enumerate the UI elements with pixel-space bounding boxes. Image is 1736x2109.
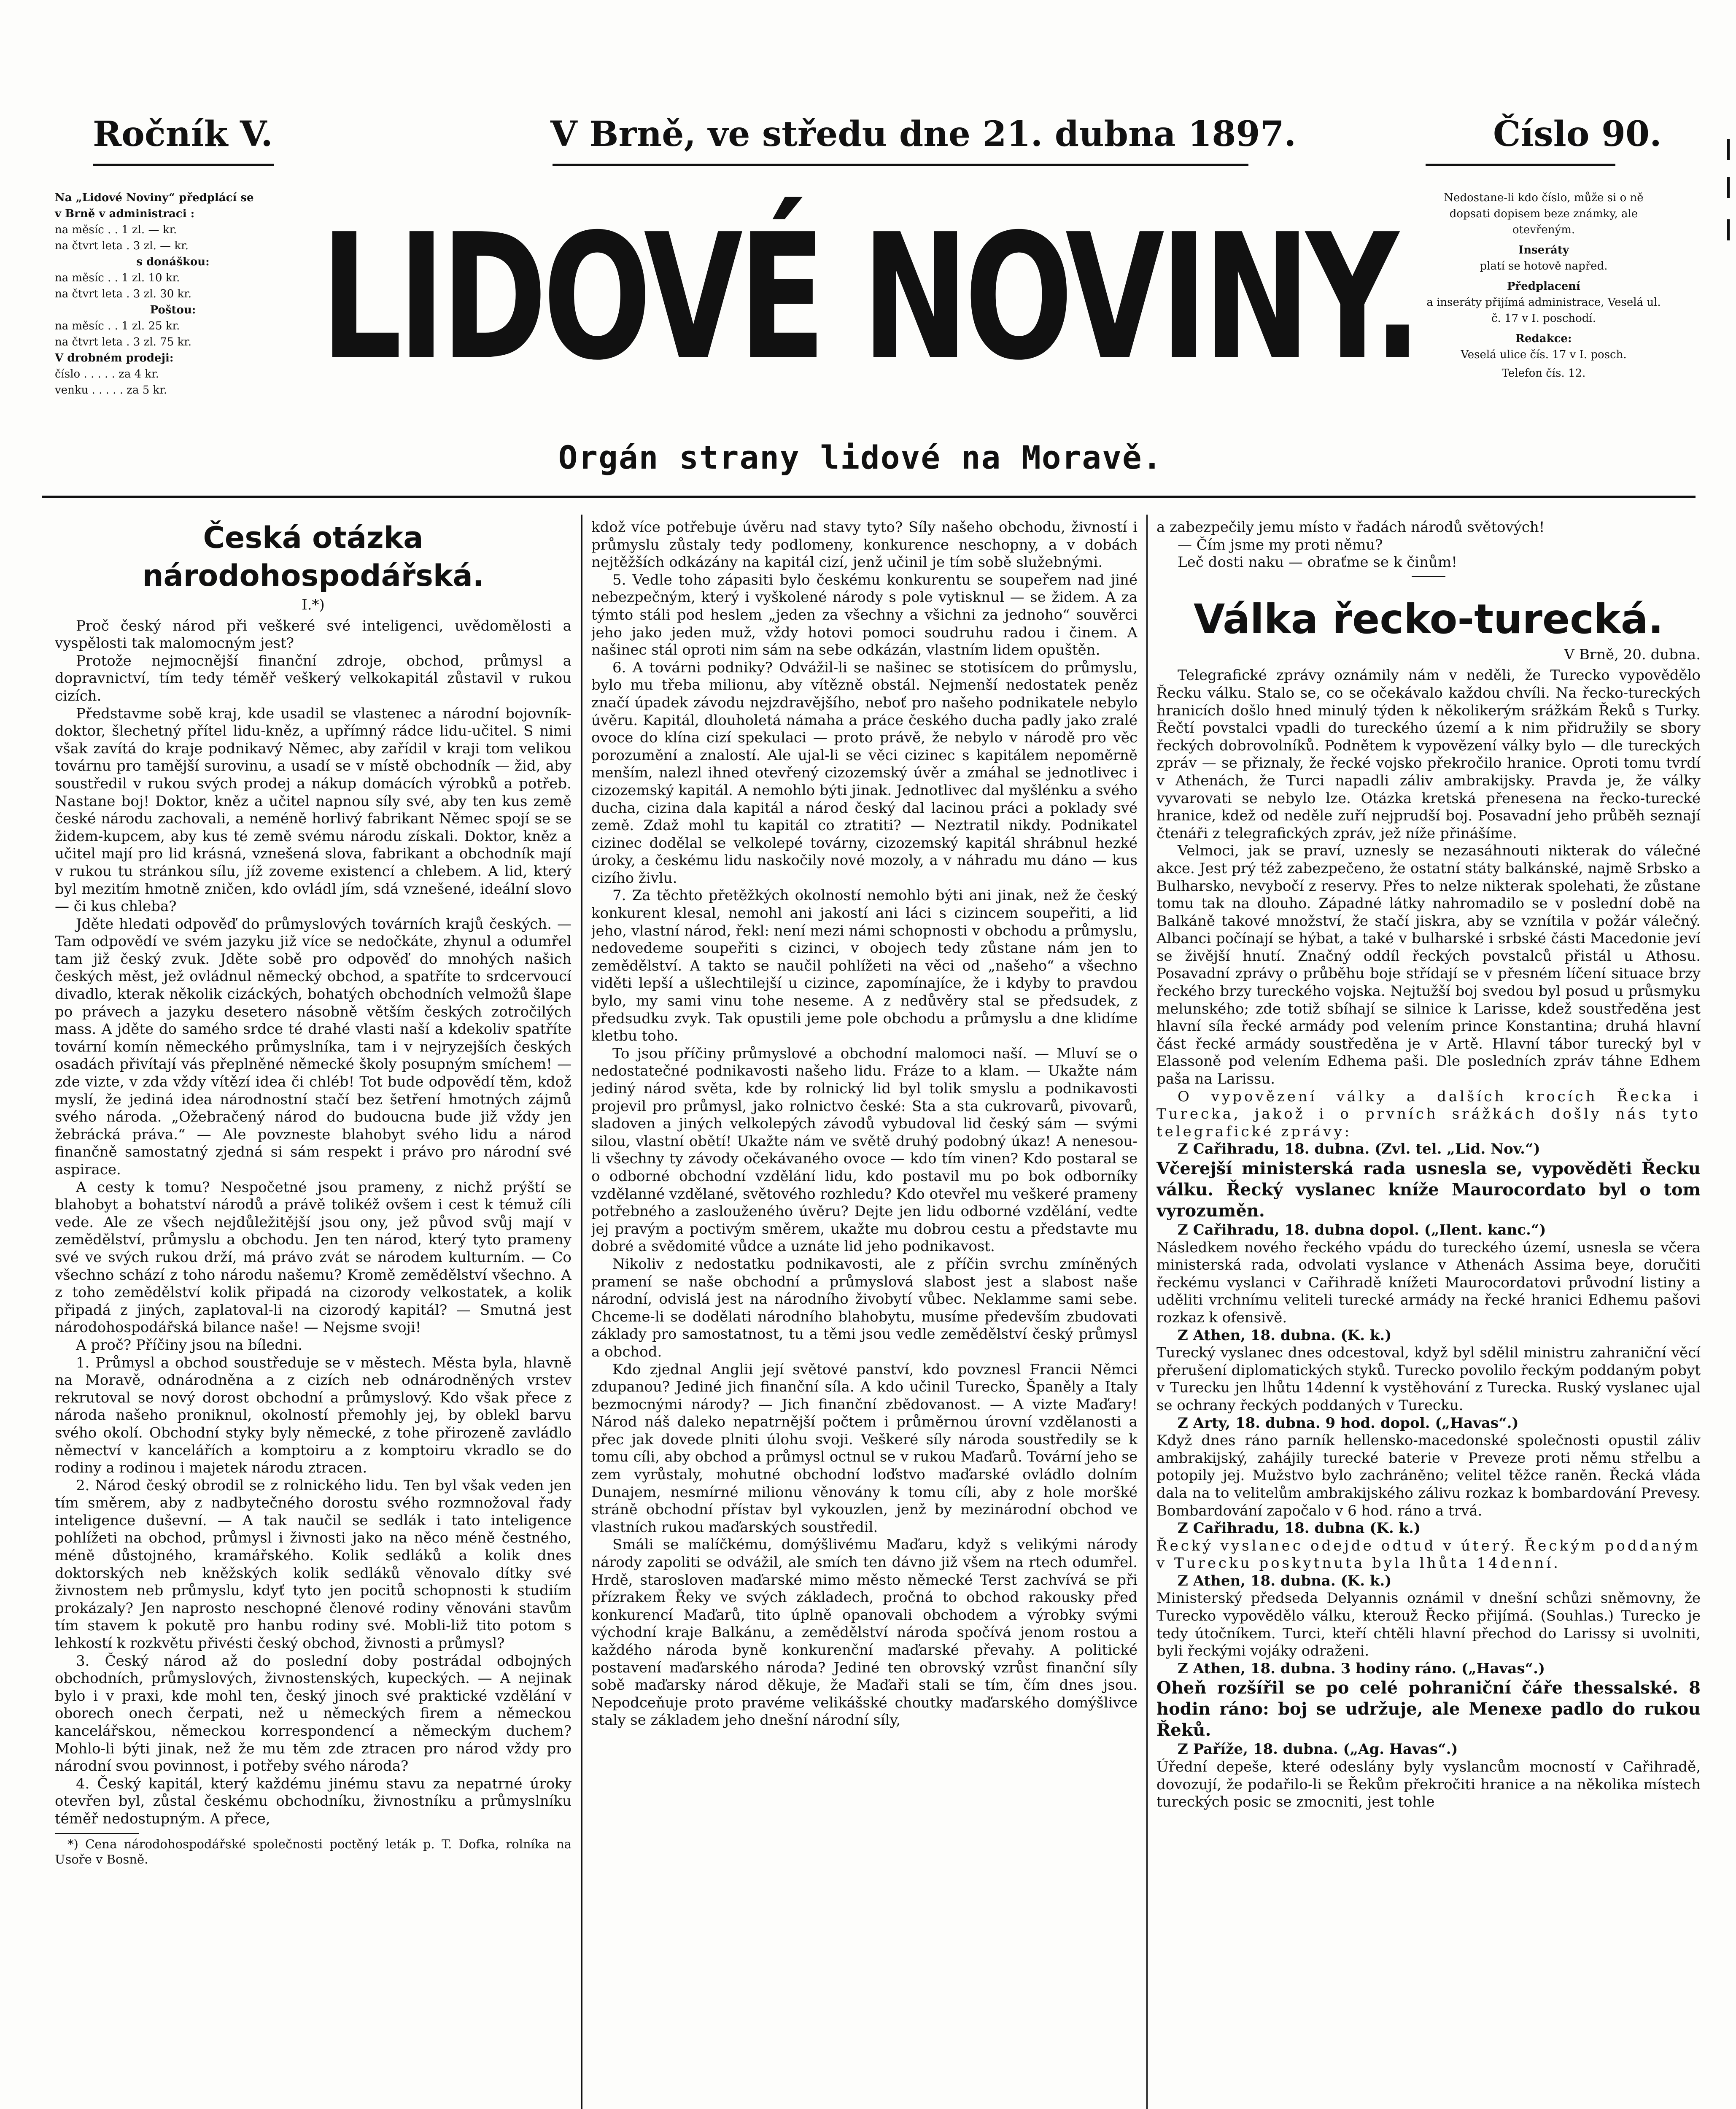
- subscription-post-quarter: na čtvrt leta . 3 zl. 75 kr.: [55, 336, 192, 348]
- volume-number: Ročník V.: [93, 114, 273, 154]
- subscription-delivery-title: s donáškou:: [136, 256, 210, 268]
- article1-paragraph: 1. Průmysl a obchod soustředuje se v městech. Města byla, hlavně na Moravě, odnárodněna a z cizích neb odnárodněných vrstev rekrutoval se nový dorost obchodní a průmyslový. Kdo však přece z národa našeho proniknul, okolností přemohly jej, by oblekl barvu svého okolí. Obchodní styky byly německé, z tohe přirozeně zavládlo němectví v kancelářích a komptoiru a z komptoiru vkradlo se do rodiny a rodinou i majetek národu ztracen.: [55, 1354, 571, 1477]
- notice-ads-text: platí se hotově napřed.: [1480, 260, 1608, 272]
- subscription-retail-out: venku . . . . . za 5 kr.: [55, 384, 167, 396]
- subscription-delivery-month: na měsíc . . 1 zl. 10 kr.: [55, 272, 180, 284]
- margin-mark: [1727, 177, 1730, 198]
- article2-paragraph: Nikoliv z nedostatku podnikavosti, ale z příčin svrchu zmíněných pramení se naše obchodní a průmyslová slabost jest a slabost naše národní, odvislá jest na národního živobytí vůbec. Neklamme sami sebe. Chceme-li se dodělati národního blahobytu, musíme především zbudovati základy pro samostatnost, tu a těmi jsou vedle zemědělství český průmysl a obchod.: [591, 1255, 1138, 1360]
- article1-paragraph: 3. Český národ až do poslední doby postrádal odbojných obchodních, průmyslových, živnostenských, kupeckých. — A nejinak bylo i v praxi, kde mohl ten, český jinoch své praktické vzdělání v oborech onech čerpati, než u německých firem a německou kancelářskou, německou korrespondencí a německým duchem? Mohlo-li býti jinak, než že mu těm zde ztracen pro národ vždy pro národní svou povinnost, i potřeby svého národa?: [55, 1652, 571, 1775]
- column-separator-2: [1146, 515, 1148, 2109]
- notice-prepaid-text: a inseráty přijímá administrace, Veselá ul. č. 17 v I. poschodí.: [1426, 296, 1661, 325]
- article3-dateline: V Brně, 20. dubna.: [1564, 646, 1701, 663]
- article2-paragraph: 5. Vedle toho zápasiti bylo českému konkurentu se soupeřem nad jiné nebezpečným, který i vyškolené národy s pole vytisknul — se židem. A za týmto stáli pod heslem „jeden za všechny a všichni za jednoho“ souvěrci jeho jako jeden muž, vždy hotovi pomoci soudruhu radou i činem. A našinec stál oproti nim sám na sebe odkázán, vlastním lidem opuštěn.: [591, 571, 1138, 659]
- article1-paragraph: 2. Národ český obrodil se z rolnického lidu. Ten byl však veden jen tím směrem, aby z nadbytečného dorostu svého rozmnožoval řady inteligence duševní. — A tak naučil se sedlák i tato inteligence pohlížeti na obchod, průmysl i živnosti jako na něco méně čestného, méně důstojného, kramářského. Kolik sedláků a kolik dnes doktorských neb kněžských kolik sedláků věnovalo dítky své živnostem neb průmyslu, kdyť tyto jen pocitů schopnosti k studiím prokázaly? Jen naprosto neschopné členové rodiny věnováni stavům tím stavem k pokutě pro hanbu rodiny své. Mobli-liž tito potom s lehkostí k rozkvětu přivésti český obchod, živnosti a průmysl?: [55, 1477, 571, 1652]
- telegram-heading: Z Athen, 18. dubna. (K. k.): [1178, 1572, 1392, 1589]
- article1-paragraph: Jděte hledati odpověď do průmyslových továrních krajů českých. — Tam odpovědí ve svém jazyku již více se nedočkáte, zhynul a odumřel tam již český zvuk. Jděte sobě pro odpověď do mnohých našich českých měst, jež ovládnul německý obchod, a spatříte to srdcervoucí divadlo, kterak několik cizáckých, bohatých obchodních velmožů šlape po právech a jazyku desetero násobně větším českých zotročilých mass. A jděte do samého srdce té drahé vlasti naší a kdekoliv spatříte tovární komín německého průmyslníka, tam i v nejryzejších českých osadách přivítají vás přeplněné německé školy posupným smíchem! — zde vizte, v zda vždy vítězí idea či chléb! Tot bude odpovědí těm, kdož myslí, že jediná idea národnostní stačí bez šetření hmotných zájmů svého národa. „Ožebračený národ do budoucna bude již vždy jen žebrácká práva.“ — Ale povzneste blahobyt svého lidu a národ finančně samostatný zjedná si sám respekt i právo pro národní své aspirace.: [55, 915, 571, 1178]
- notice-prepaid-title: Předplacení: [1507, 280, 1581, 293]
- notice-editorial-title: Redakce:: [1515, 332, 1572, 345]
- subscription-title: Na „Lidové Noviny“ předplácí se: [55, 191, 254, 204]
- notice-editorial-address: Veselá ulice čís. 17 v I. posch.: [1461, 348, 1627, 361]
- column-2: [591, 519, 1138, 2109]
- subscription-post-title: Poštou:: [150, 304, 196, 316]
- margin-mark: [1727, 219, 1730, 240]
- subscription-post-month: na měsíc . . 1 zl. 25 kr.: [55, 320, 180, 332]
- telegram-heading: Z Cařihradu, 18. dubna (K. k.): [1178, 1520, 1421, 1537]
- telegram-heading: Z Athen, 18. dubna. (K. k.): [1178, 1327, 1392, 1344]
- issue-number: Číslo 90.: [1493, 114, 1662, 154]
- telegram-heading: Z Athen, 18. dubna. 3 hodiny ráno. („Havas“.): [1178, 1660, 1545, 1677]
- telegram-body: Úřední depeše, které odeslány byly vyslancům mocností v Cařihradě, dovozují, že podařilo-li se Řekům překročiti hranice a na několika místech tureckých posic se zmocniti, jest tohle: [1156, 1758, 1701, 1811]
- article1-paragraph: Protože nejmocnější finanční zdroje, obchod, průmysl a dopravnictví, tím tedy téměř veškerý velkokapitál zůstavil v rukou cizích.: [55, 652, 571, 704]
- article2-paragraph: kdož více potřebuje úvěru nad stavy tyto? Síly našeho obchodu, živností i průmyslu zůstaly tedy podlomeny, konkurence neschopny, a v dobách nejtěžších odkázány na kapitál cizí, jenž učinil je tím sobě služebnými.: [591, 519, 1138, 571]
- article1-footnote: *) Cena národohospodářské společnosti poctěný leták p. T. Dofka, rolníka na Usoře v Bosně.: [55, 1837, 571, 1866]
- notices-box: [1426, 190, 1662, 381]
- notice-phone: Telefon čís. 12.: [1501, 367, 1586, 380]
- masthead-title: LIDOVÉ NOVINY.: [321, 197, 1418, 398]
- header-rule-left: [93, 164, 274, 166]
- article3-paragraph: Telegrafické zprávy oznámily nám v neděli, že Turecko vypovědělo Řecku válku. Stalo se, co se očekávalo každou chvíli. Na řecko-tureckých hranicích došlo hned minulý týden k několikerým srážkám Řeků s Turky. Řečtí povstalci vpadli do tureckého území a k nim přidružily se sbory řeckých dobrovolníků. Podnětem k vypovězení války bylo — dle tureckých zpráv — se přiznaly, že řecké vojsko překročilo hranice. Oproti tomu tvrdí v Athenách, že Turci napadli záliv ambrakijsky. Pravda je, že války vyvarovati se nebylo lze. Otázka kretská přenesena na řecko-turecké hranice, kdež od neděle zuří nejprudší boj. Posavadní jeho průběh seznají čtenáři z telegrafických zpráv, jež níže přinášíme.: [1156, 667, 1701, 842]
- article3-dash-line-1: — Čím jsme my proti němu?: [1178, 536, 1383, 553]
- article3-paragraph: Velmoci, jak se praví, uznesly se nezasáhnouti nikterak do válečné akce. Jest prý též zabezpečeno, že ostatní státy balkánské, najmě Srbsko a Bulharsko, nevybočí z reservy. Přes to nelze nikterak spolehati, že zůstane tomu tak na dlouho. Západné látky nahromadilo se v poslední době na Balkáně takové množství, že stačí jiskra, aby se vznítila v požár válečný. Albanci počínají se hýbat, a také v bulharské i srbské části Macedonie jeví se živější hnutí. Značný oddíl řeckých povstalců přistál u Athosu. Posavadní zprávy o průběhu boje střídají se v přesném líčení situace brzy řeckého brzy tureckého vojska. Nejtužší boj svedou byl posud u průsmyku melunského; zde totiž sbíhají se silnice k Larisse, kdež soustředěna jest hlavní síla řecké armády pod velením prince Konstantina; druhá hlavní část řecké armády soustředěna je v Artě. Hlavní tábor turecký byl v Elassoně pod velením Edhema paši. Dle posledních zpráv táhne Edhem paša na Larissu.: [1156, 842, 1701, 1088]
- article3-continuation: a zabezpečily jemu místo v řadách národů světových!: [1156, 519, 1545, 536]
- telegram-heading: Z Cařihradu, 18. dubna dopol. („Ilent. kanc.“): [1178, 1222, 1546, 1238]
- subscription-box: [55, 190, 291, 398]
- column-1: [55, 519, 571, 2109]
- column-3: [1156, 519, 1701, 2109]
- article1-title: Česká otázka národohospodářská.: [142, 521, 484, 593]
- notice-missing-issue: Nedostane-li kdo číslo, může si o ně dopsati dopisem beze známky, ale otevřeným.: [1444, 191, 1644, 236]
- telegram-body: Následkem nového řeckého vpádu do tureckého území, usnesla se včera ministerská rada, odvolati vyslance v Athenách Assima beye, doručiti řeckému vyslanci v Cařihradě knížeti Maurocordatovi průvodní listiny a uděliti vrchnímu veliteli turecké armády na řecké hranici Edhemu pašovi rozkaz k ofensivě.: [1156, 1239, 1701, 1326]
- article2-paragraph: 7. Za těchto přetěžkých okolností nemohlo býti ani jinak, než že český konkurent klesal, nemohl ani jakostí ani láci s cizincem soupeřiti, a lid jeho, vlastní národ, řekl: není mezi námi schopnosti v obchodu a průmyslu, nedovedeme soupeřiti s cizinci, v obojech tedy zůstane nám jen to zemědělství. A takto se naučil pohlížeti na věci od „našeho“ a všechno viděti lepší a ušlechtilejší u cizince, zapomínajíce, že i kdyby to pravdou bylo, my sami vinu tohe neseme. A z nedůvěry stal se předsudek, z předsudku zvyk. Tak opustili jeme pole obchodu a průmyslu a dne klidíme kletbu toho.: [591, 887, 1138, 1045]
- article1-paragraph: A cesty k tomu? Nespočetné jsou prameny, z nichž prýští se blahobyt a bohatství národů a právě tolikéž ovšem i cest k témuž cíli vede. Ale ze všech nejdůležitější jsou ony, jež původ svůj mají v zemědělství, průmyslu a obchodu. Jen ten národ, který tyto prameny své ve svých rukou drží, má právo zvát se národem kulturním. — Co všechno schází z toho národu našemu? Kromě zemědělství všechno. A z toho zemědělství kolik připadá na cizorody velkostatek, a kolik připadá z jiných, zaplatoval-li na cizorodý kapitál? — Smutná jest národohospodářská bilance naše! — Nejsme svoji!: [55, 1179, 571, 1336]
- article2-paragraph: Smáli se malíčkému, domýšlivému Maďaru, když s velikými národy národy zapoliti se odvážil, ale smích ten dávno již všem na rtech odumřel. Hrdě, starosloven maďarské mimo město německé Terst zachvívá se při přízrakem Řeky ve svých základech, pročná to obchod rakousky před konkurencí Maďarů, tito úplně opanovali obchodem a výrobky svými východní kraje Balkánu, a zemědělství národa spočívá jenom rostou a každého národa byně konkurenční maďarské převahy. A politické postavení maďarského národa? Jediné ten obrovský vzrůst finanční síly sobě maďarsky národ děkuje, že Maďaři stali se tím, čím dnes jsou. Nepodceňuje proto pravéme velikášské choutky maďarského domýšlivce staly se základem jeho dnešní národní síly,: [591, 1536, 1138, 1729]
- article1-paragraph: A proč? Příčiny jsou na bíledni.: [76, 1336, 302, 1354]
- header-rule-center: [553, 164, 1248, 166]
- telegram-body: Řecký vyslanec odejde odtud v úterý. Řeckým poddaným v Turecku poskytnuta byla lhůta 14denní.: [1156, 1537, 1701, 1572]
- subscription-retail-single: číslo . . . . . za 4 kr.: [55, 368, 159, 380]
- telegram-body: Turecký vyslanec dnes odcestoval, když byl sdělil ministru zahraniční věcí přerušení diplomatických styků. Turecko povolilo řeckým poddaným pobyt v Turecku jen lhůtu 14denní k vystěhování z Turecka. Ruský vyslanec ujal se ochrany řeckých poddaných v Turecku.: [1156, 1344, 1701, 1414]
- telegram-body-bold: Včerejší ministerská rada usnesla se, vypověděti Řecku válku. Řecký vyslanec kníže Maurocordato byl o tom vyrozuměn.: [1156, 1159, 1701, 1221]
- telegram-heading: Z Arty, 18. dubna. 9 hod. dopol. („Havas“.): [1178, 1414, 1519, 1432]
- column-separator-1: [581, 515, 582, 2109]
- article3-dash-line-2: Leč dosti naku — obraťme se k činům!: [1178, 554, 1457, 571]
- issue-date: V Brně, ve středu dne 21. dubna 1897.: [550, 114, 1297, 154]
- article1-part-number: I.*): [302, 596, 325, 613]
- header-rule-right: [1426, 164, 1615, 166]
- telegram-body: Když dnes ráno parník hellensko-macedonské společnosti opustil záliv ambrakijský, zahájily turecké baterie v Preveze proti němu střelbu a potopily jej. Mužstvo bylo zachráněno; velitel těžce raněn. Řecká vláda dala na to velitelům ambrakijského zálivu rozkaz k bombardování Prevesy. Bombardování započalo v 6 hod. ráno a trvá.: [1156, 1432, 1701, 1519]
- subscription-retail-title: V drobném prodeji:: [55, 352, 174, 364]
- margin-mark: [1727, 139, 1730, 160]
- telegram-body-bold: Oheň rozšířil se po celé pohraniční čáře thessalské. 8 hodin ráno: boj se udržuje, ale Menexe padlo do rukou Řeků.: [1156, 1678, 1701, 1740]
- subscription-brno-month: na měsíc . . 1 zl. — kr.: [55, 224, 177, 236]
- article1-paragraph: 4. Český kapitál, který každému jinému stavu za nepatrné úroky otevřen byl, zůstal českému obchodníku, živnostníku a průmyslníku téměř nedostupným. A přece,: [55, 1775, 571, 1827]
- article1-paragraph: Proč český národ při veškeré své inteligenci, uvědomělosti a vyspělosti tak malomocným jest?: [55, 617, 571, 652]
- article1-paragraph: Představme sobě kraj, kde usadil se vlastenec a národní bojovník-doktor, šlechetný přítel lidu-kněz, a upřímný rádce lidu-učitel. S nimi však zavítá do kraje podnikavý Němec, aby zařídil v kraji tom velikou továrnu pro tamější surovinu, a usadí se v místě obchodník — žid, aby soustředil v rukou svých prodej a nákup domácích výrobků a potřeb. Nastane boj! Doktor, kněz a učitel napnou síly své, aby ten kus země české národu zachovali, a neméně horlivý fabrikant Němec spojí se se židem-kupcem, aby kus té země svému národu získali. Doktor, kněz a učitel mají pro lid krásná, vznešená slova, fabrikant a obchodník mají v rukou tu stránkou sílu, jíž zoveme existencí a chlebem. A lid, který byl mezitím hmotně zničen, kdo ovládl jím, sdá vznešené, ideální slovo — či kus chleba?: [55, 705, 571, 915]
- article3-paragraph: O vypovězení války a dalších krocích Řecka i Turecka, jakož i o prvních srážkách došly nás tyto telegrafické zprávy:: [1156, 1088, 1701, 1140]
- footnote-rule: [55, 1833, 139, 1834]
- telegram-heading: Z Paříže, 18. dubna. („Ag. Havas“.): [1178, 1741, 1458, 1758]
- subscription-brno-quarter: na čtvrt leta . 3 zl. — kr.: [55, 240, 189, 252]
- telegram-body: Ministerský předseda Delyannis oznámil v dnešní schůzi sněmovny, že Turecko vypovědělo válku, kterouž Řecko přijímá. (Souhlas.) Turecko je tedy útočníkem. Turci, kteří chtěli hlavní přechod do Larissy si uvolniti, byli řeckými vojáky odraženi.: [1156, 1590, 1701, 1660]
- article2-paragraph: To jsou příčiny průmyslové a obchodní malomoci naší. — Mluví se o nedostatečné podnikavosti našeho lidu. Fráze to a klam. — Ukažte nám jediný národ světa, kde by rolnický lid byl tolik smyslu a podnikavosti projevil pro průmysl, jako rolnictvo české: Sta a sta cukrovarů, pivovarů, sladoven a jiných velkolepých závodů vybudoval lid český sám — svými silou, vlastní obětí! Ukažte nám ve světě druhý podobný úkaz! A nenesou-li všechny ty závody očekávaného ovoce — kdo tím vinen? Kdo postaral se o odborné obchodní vzdělání lidu, kdo postavil mu po bok odborníky vzdělanné vzdělané, světového rozhledu? Kdo otevřel mu veškeré prameny potřebného a zaslouženého úvěru? Dejte jen lidu odborné vzdělání, vedte jej pravým a poctivým směrem, ukažte mu dobrou cestu a představte mu dobré a svědomité vůdce a uznáte lid jeho podnikavost.: [591, 1045, 1138, 1255]
- section-divider: [1412, 576, 1445, 577]
- article2-paragraph: Kdo zjednal Anglii její světové panství, kdo povznesl Francii Němci zdupanou? Jediné jich finanční síla. A kdo učinil Turecko, Španěly a Italy bezmocnými národy? — Jich finanční zbědovanost. — A vizte Maďary! Národ náš daleko nepatrnější počtem i průměrnou úrovní vzdělanosti a přec jak dovede plniti úlohu svoji. Veškeré síly národa soustředily se k tomu cíli, aby obchod a průmysl octnul se v rukou Maďarů. Tovární jeho se zem vyrůstaly, mohutné obchodní loďstvo maďarské ovládlo dolním Dunajem, nesmírné milionu věnovány k tomu cíli, aby z hole moršké stráně obchodní přístav byl vykouzlen, jenž by mezinárodní obchod ve vlastních rukou maďarských soustředil.: [591, 1361, 1138, 1536]
- header-row: [93, 114, 1662, 160]
- notice-ads-title: Inseráty: [1518, 244, 1569, 256]
- subscription-delivery-quarter: na čtvrt leta . 3 zl. 30 kr.: [55, 288, 192, 300]
- article2-paragraph: 6. A továrni podniky? Odvážil-li se našinec se stotisícem do průmyslu, bylo mu třeba milionu, aby vítězně obstál. Nejmenší nedostatek peněz značí úpadek závodu nejzdravějšího, neboť pro našeho podnikatele nebylo úvěru. Kapitál, dlouholetá námaha a práce českého ducha padly jako zralé ovoce do klína cizí spekulaci — proto právě, že nebylo v národě pro věc porozumění a znalostí. Ale ujal-li se věci cizinec s kapitálem nepoměrně menším, nalezl ihned otevřený cizozemský úvěr a zmáhal se jednotlivec i cizozemský kapitál. A nemohlo býti jinak. Jednotlivec dal myšlénku a svého ducha, cizina dala kapitál a národ český dal lacinou práci a poklady své země. Zdaž mohl tu kapitál co ztratiti? — Neztratil nikdy. Podnikatel cizinec dodělal se velkolepé továrny, cizozemský kapitál shrábnul hezké úroky, a českému lidu naskočily nové mozoly, a v náhradu mu dáno — kus cizího živlu.: [591, 659, 1138, 887]
- subscription-brno: v Brně v administraci :: [55, 208, 195, 220]
- masthead-rule: [42, 496, 1696, 498]
- masthead-subtitle: Orgán strany lidové na Moravě.: [558, 439, 1163, 476]
- article3-title: Válka řecko-turecká.: [1194, 595, 1663, 643]
- telegram-heading: Z Cařihradu, 18. dubna. (Zvl. tel. „Lid. Nov.“): [1178, 1141, 1540, 1158]
